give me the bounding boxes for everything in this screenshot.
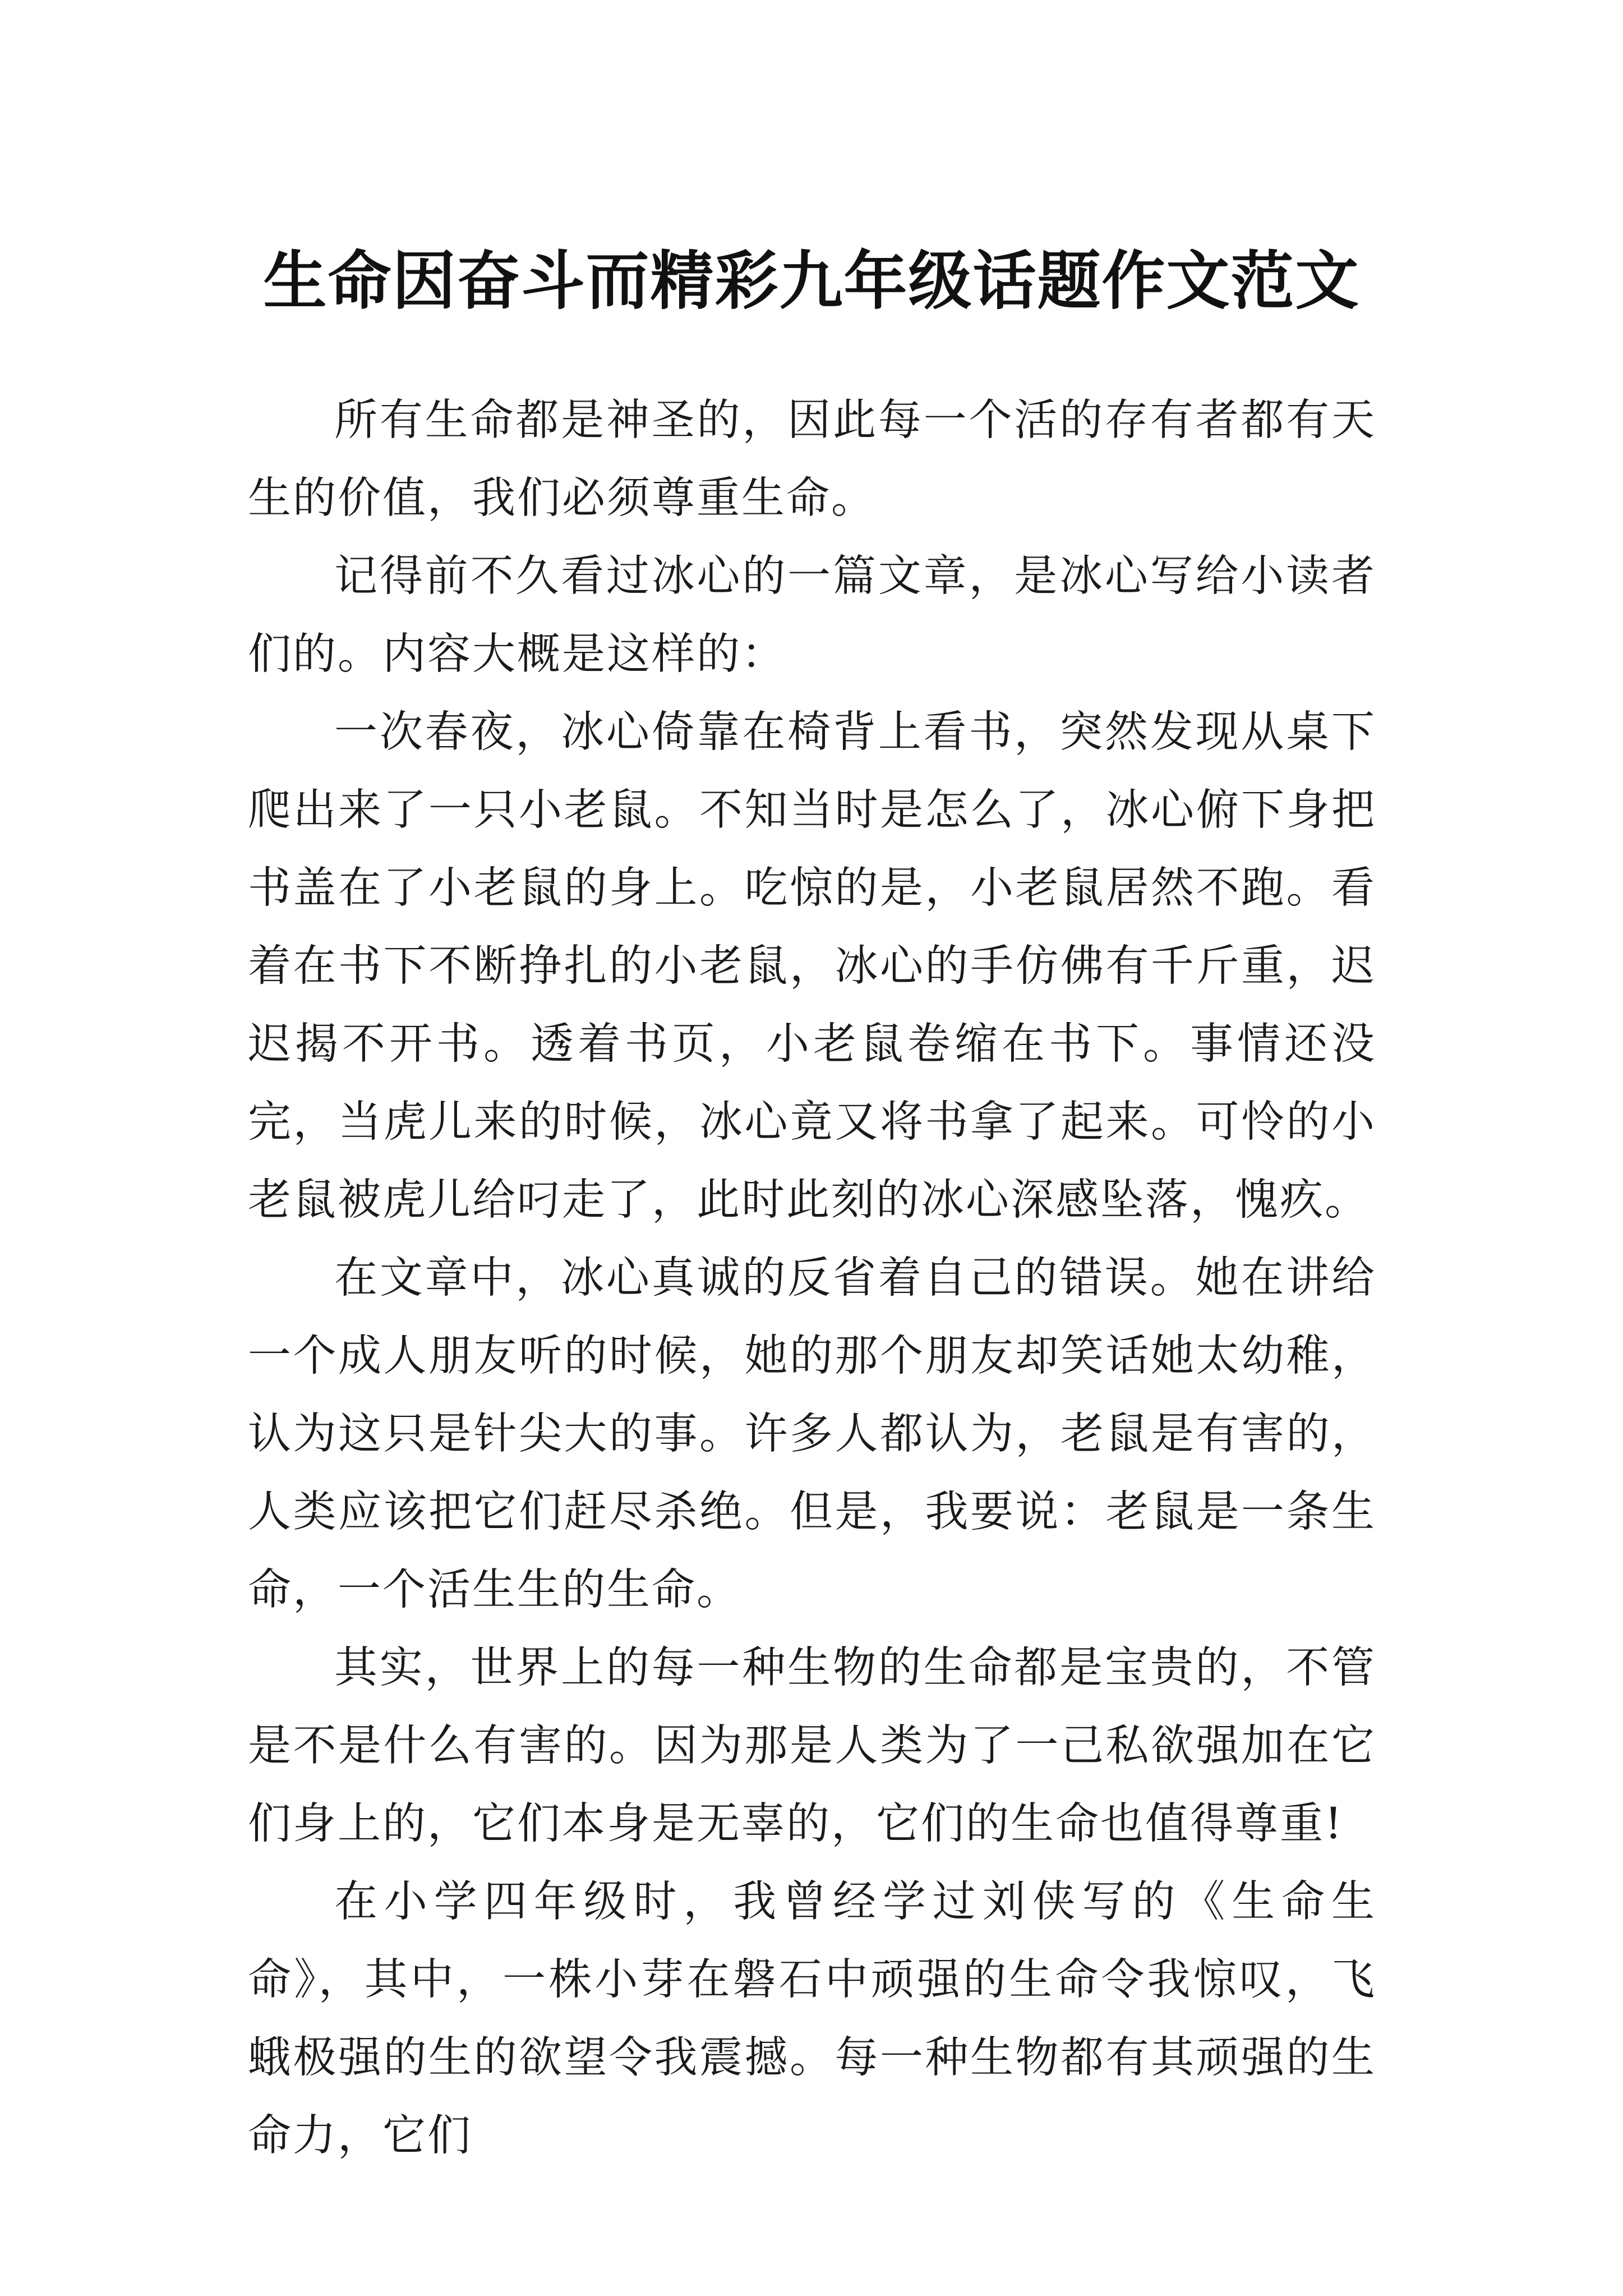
paragraph: 在文章中，冰心真诚的反省着自己的错误。她在讲给一个成人朋友听的时候，她的那个朋友却笑话她太幼稚，认为这只是针尖大的事。许多人都认为，老鼠是有害的，人类应该把它们赶尽杀绝。但是，我要说：老鼠是一条生命，一个活生生的生命。	[248, 1253, 1376, 1615]
paragraph: 记得前不久看过冰心的一篇文章，是冰心写给小读者们的。内容大概是这样的：	[248, 551, 1376, 679]
document-body	[248, 381, 1376, 2175]
paragraph: 一次春夜，冰心倚靠在椅背上看书，突然发现从桌下爬出来了一只小老鼠。不知当时是怎么了，冰心俯下身把书盖在了小老鼠的身上。吃惊的是，小老鼠居然不跑。看着在书下不断挣扎的小老鼠，冰心的手仿佛有千斤重，迟迟揭不开书。透着书页，小老鼠卷缩在书下。事情还没完，当虎儿来的时候，冰心竟又将书拿了起来。可怜的小老鼠被虎儿给叼走了，此时此刻的冰心深感坠落，愧疚。	[248, 707, 1376, 1225]
paragraph: 其实，世界上的每一种生物的生命都是宝贵的，不管是不是什么有害的。因为那是人类为了一己私欲强加在它们身上的，它们本身是无辜的，它们的生命也值得尊重!	[248, 1643, 1376, 1849]
paragraph: 所有生命都是神圣的，因此每一个活的存有者都有天生的价值，我们必须尊重生命。	[248, 395, 1376, 523]
paragraph: 在小学四年级时，我曾经学过刘侠写的《生命生命》，其中，一株小芽在磐石中顽强的生命令我惊叹，飞蛾极强的生的欲望令我震撼。每一种生物都有其顽强的生命力，它们	[248, 1877, 1376, 2161]
document-title: 生命因奋斗而精彩九年级话题作文范文	[263, 243, 1360, 318]
